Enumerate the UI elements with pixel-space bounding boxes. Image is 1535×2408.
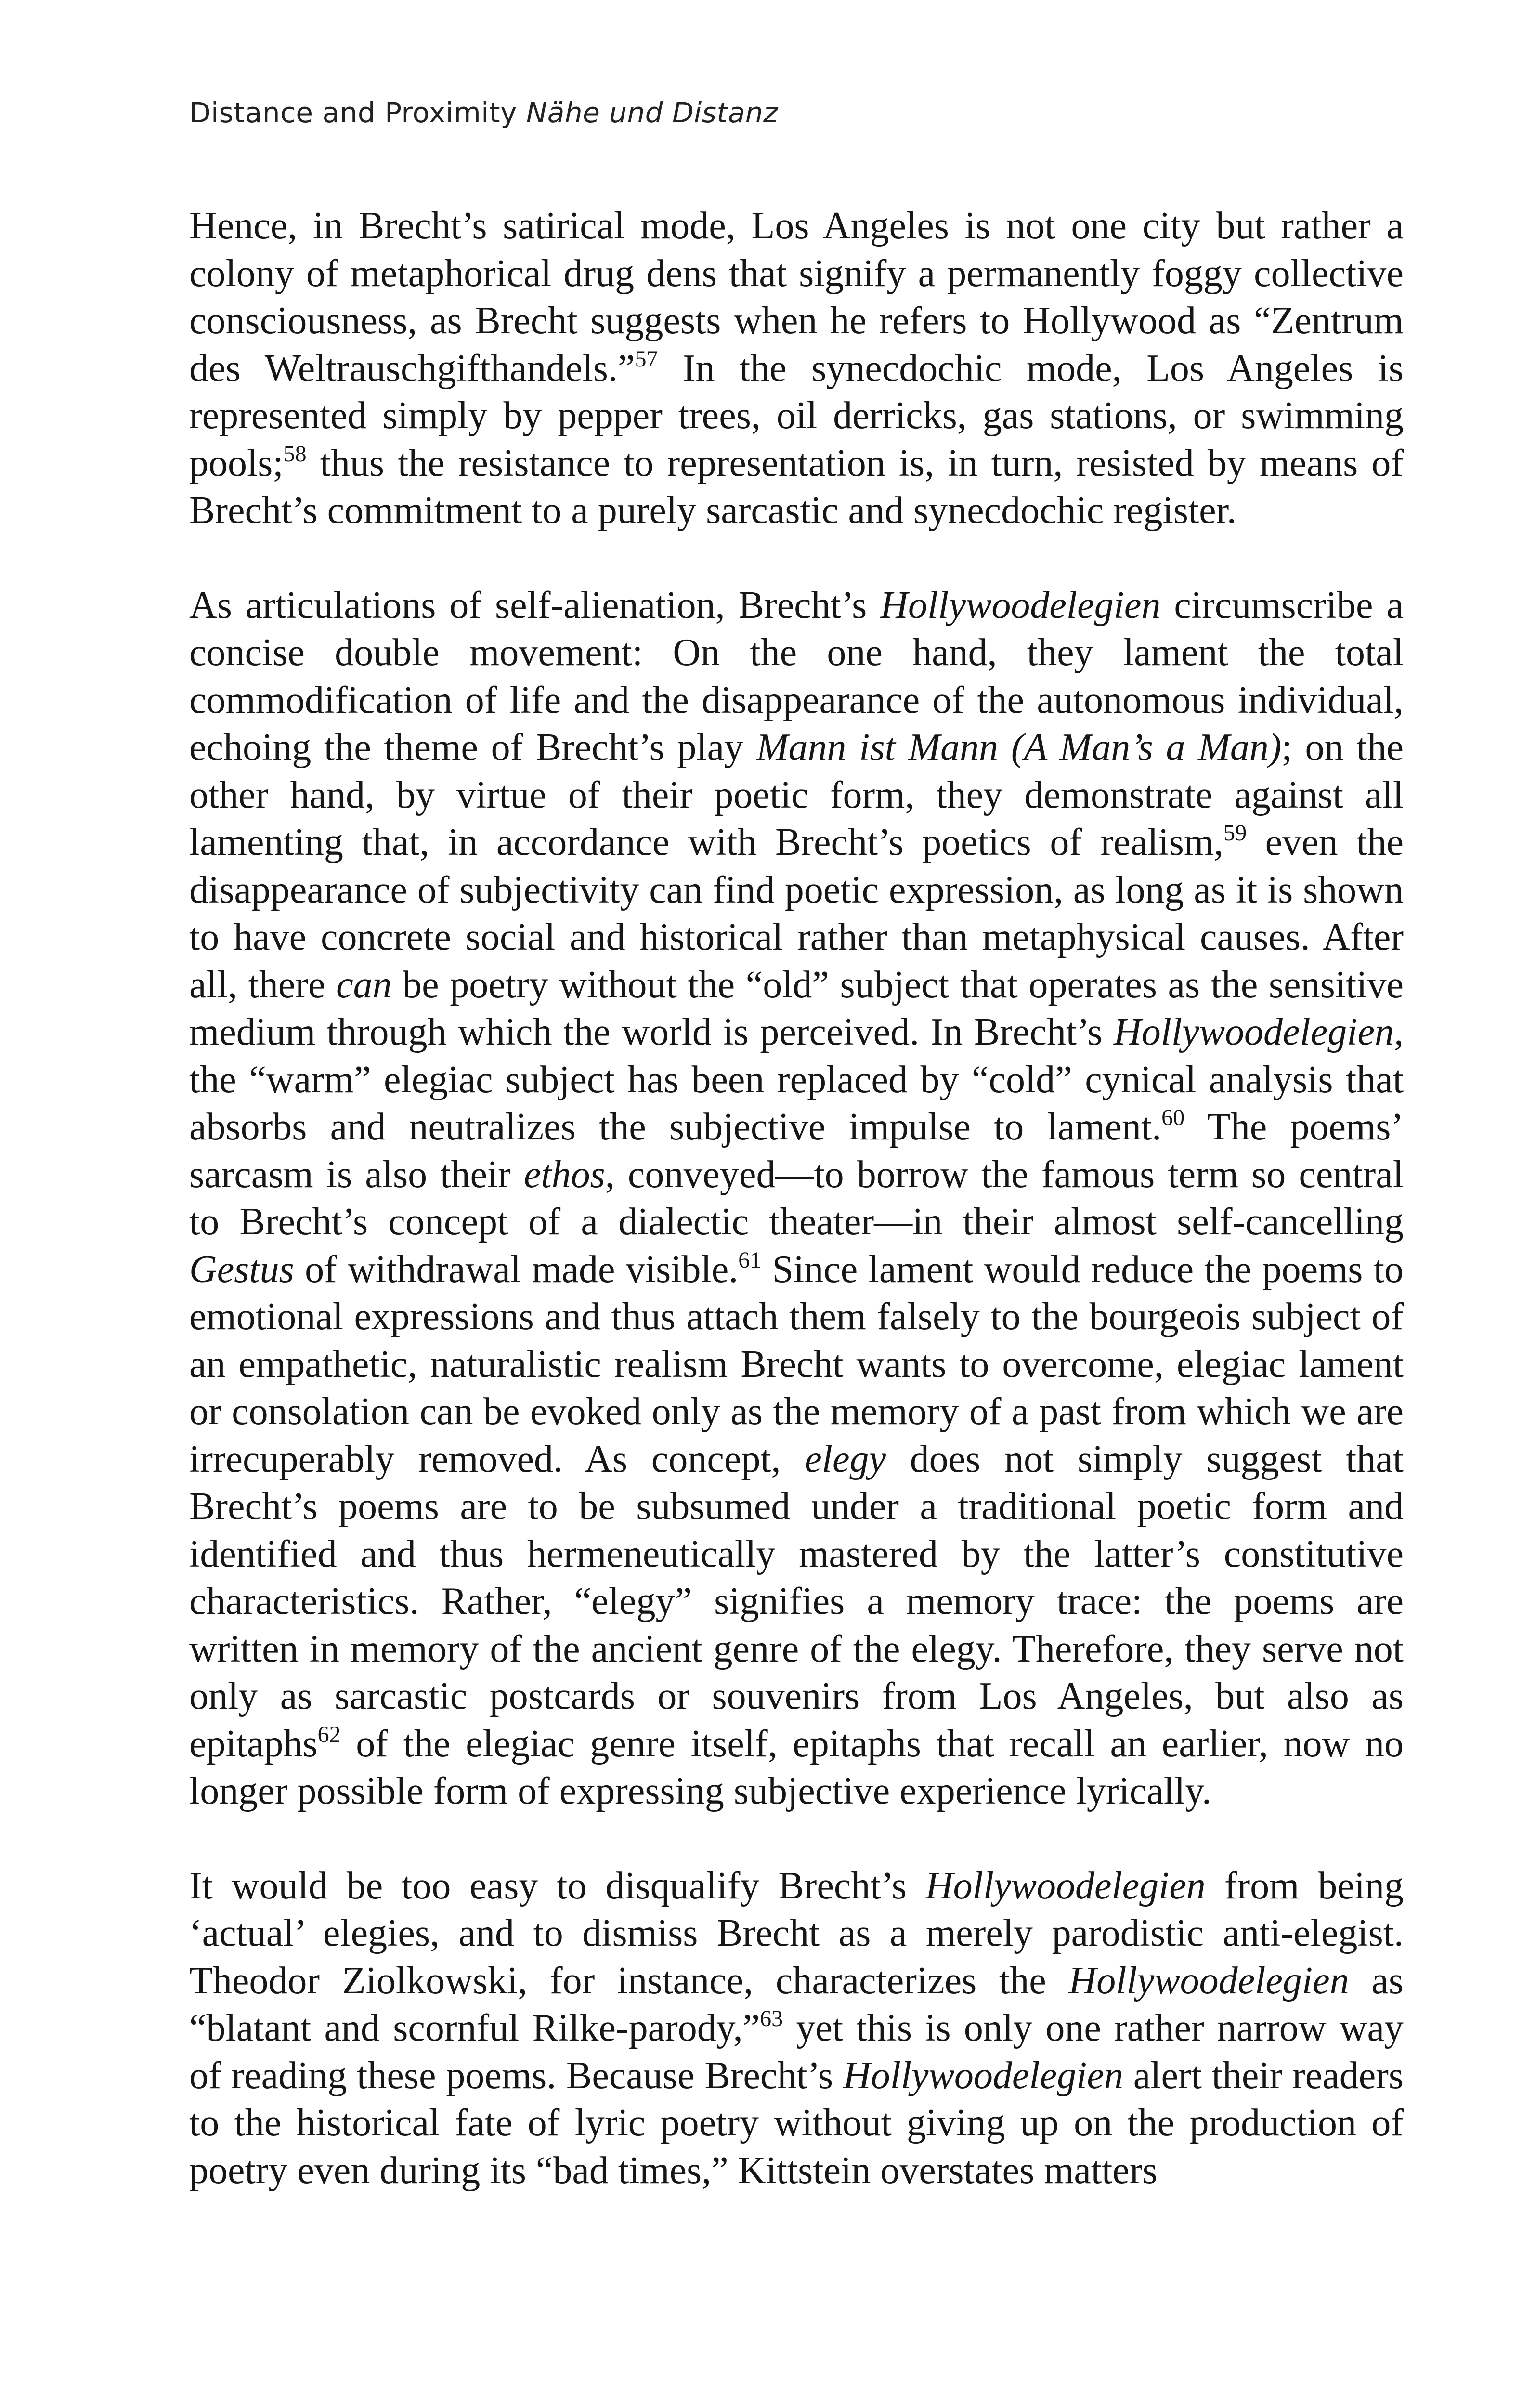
text-run: The poems’ sarcasm is also their [189,1106,1404,1196]
paragraph-1 [189,202,1404,535]
italic-emphasis: can [336,963,392,1006]
running-head-german: Nähe und Distanz [526,96,778,129]
italic-title: Hollywoodelegien [843,2054,1123,2097]
italic-title: Hollywoodelegien [925,1864,1206,1907]
footnote-ref-61: 61 [738,1247,762,1273]
text-run: Hence, in Brecht’s satirical mode, Los Angeles is not one city but rather a colony of metaphorical drug dens that signify a permanently foggy collective consciousness, as Brecht suggests when he refers to Hollywood as “Zentrum des Weltrauschgifthandels.” [189,205,1404,390]
body-text [189,202,1404,2241]
footnote-ref-60: 60 [1161,1105,1185,1130]
text-run: thus the resistance to representation is, in turn, resisted by means of Brecht’s commitment to a purely sarcastic and synecdochic register. [189,442,1404,532]
text-run: of withdrawal made visible. [294,1248,739,1291]
text-run: circumscribe a concise double movement: On the one hand, they lament the total commodification of life and the disappearance of the autonomous individual, echoing the theme of Brecht’s play [189,584,1404,769]
paragraph-2 [189,582,1404,1815]
italic-emphasis: Gestus [189,1248,294,1291]
paragraph-3 [189,1862,1404,2195]
footnote-ref-59: 59 [1223,820,1247,846]
text-run: yet this is only one rather narrow way of reading these poems. Because Brecht’s [189,2007,1404,2097]
text-run: , conveyed—to borrow the famous term so central to Brecht’s concept of a dialectic theater—in their almost self-cancelling [189,1153,1404,1243]
italic-title: Hollywoodelegien [1068,1959,1349,2002]
text-run: Since lament would reduce the poems to emotional expressions and thus attach them falsely to the bourgeois subject of an empathetic, naturalistic realism Brecht wants to overcome, elegiac lament or consolation can be evoked only as the memory of a past from which we are irrecuperably removed. As concept, [189,1248,1404,1480]
italic-title: Hollywoodelegien, [1113,1011,1404,1053]
italic-title: Hollywoodelegien [880,584,1161,627]
text-run: the “warm” elegiac subject has been replaced by “cold” cynical analysis that absorbs and neutralizes the subjective impulse to lament. [189,1058,1404,1148]
text-run: alert their readers to the historical fate of lyric poetry without giving up on the production of poetry even during its “bad times,” Kittstein overstates matters [189,2054,1404,2192]
text-run: be poetry without the “old” subject that operates as the sensitive medium through which the world is perceived. In Brecht’s [189,963,1404,1053]
text-run: As articulations of self-alienation, Brecht’s [189,584,881,627]
italic-emphasis: ethos [523,1153,605,1196]
text-run: from being ‘actual’ elegies, and to dismiss Brecht as a merely parodistic anti-elegist. Theodor Ziolkowski, for instance, characterizes the [189,1864,1404,2002]
text-run: of the elegiac genre itself, epitaphs that recall an earlier, now no longer possible form of expressing subjective experience lyrically. [189,1722,1404,1812]
text-run: does not simply suggest that Brecht’s poems are to be subsumed under a traditional poetic form and identified and thus hermeneutically mastered by the latter’s constitutive characteristics. Rather, “elegy” signifies a memory trace: the poems are written in memory of the ancient genre of the elegy. Therefore, they serve not only as sarcastic postcards or souvenirs from Los Angeles, but also as epitaphs [189,1438,1404,1765]
running-head-english: Distance and Proximity [189,96,517,129]
footnote-ref-62: 62 [317,1721,341,1747]
footnote-ref-57: 57 [635,346,658,372]
text-run: In the synecdochic mode, Los Angeles is represented simply by pepper trees, oil derricks, gas stations, or swimming pools; [189,347,1404,484]
italic-emphasis: elegy [805,1438,886,1480]
footnote-ref-58: 58 [283,441,307,467]
text-run: ; on the other hand, by virtue of their poetic form, they demonstrate against all lamenting that, in accordance with Brecht’s poetics of realism, [189,726,1404,864]
text-run: It would be too easy to disqualify Brecht’s [189,1864,925,1907]
running-head [189,96,778,129]
text-run: even the disappearance of subjectivity can find poetic expression, as long as it is shown to have concrete social and historical rather than metaphysical causes. After all, there [189,821,1404,1006]
italic-title: Mann ist Mann (A Man’s a Man) [756,726,1282,769]
footnote-ref-63: 63 [760,2006,783,2031]
text-run: as “blatant and scornful Rilke-parody,” [189,1959,1404,2049]
